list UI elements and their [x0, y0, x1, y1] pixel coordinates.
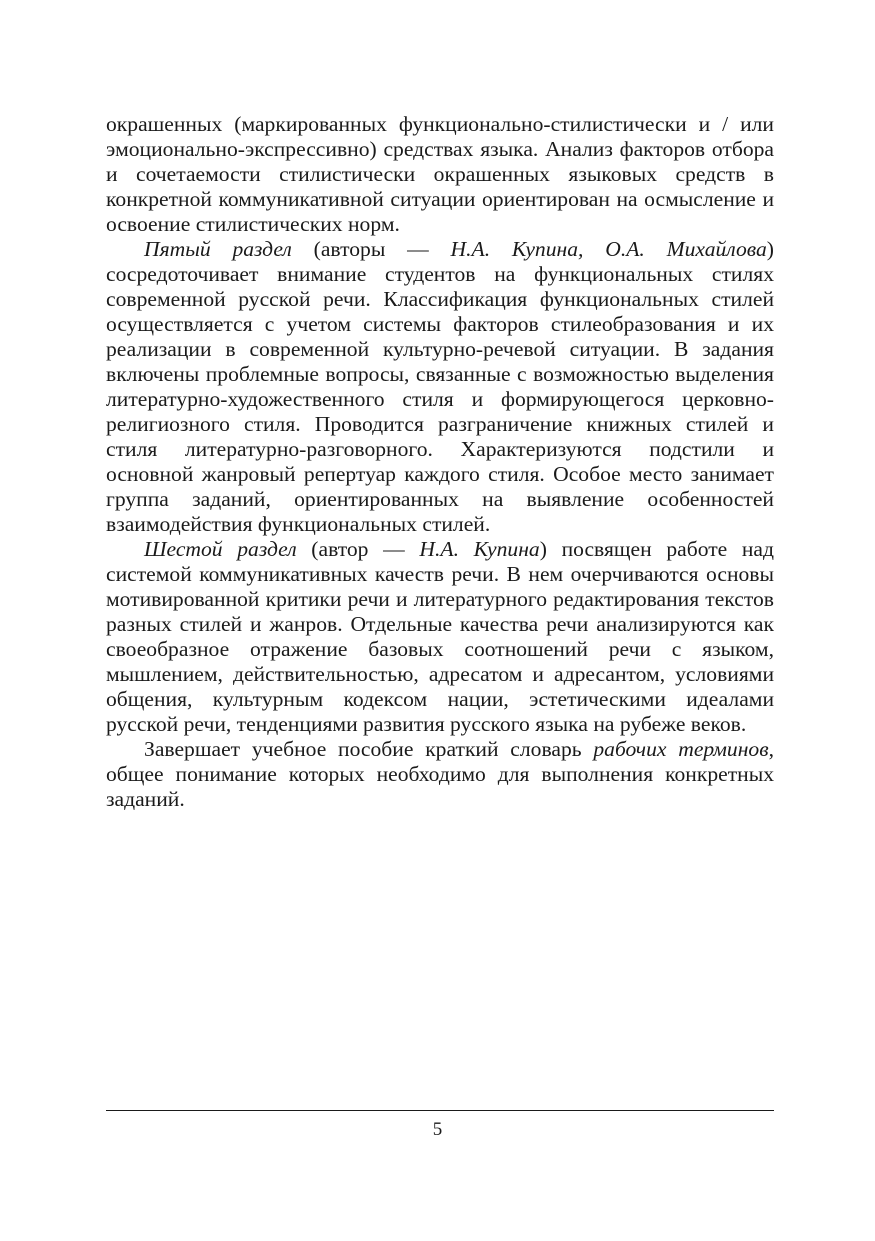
section-six-author: Н.А. Купина	[419, 537, 540, 561]
paragraph-text: окрашенных (маркированных функционально-стилистически и / или эмоционально-экспрессивно) средствах языка. Анализ факторов отбора и сочетаемости стилистически окрашенных языковых средств в конкретной коммуникативной ситуации ориентирован на осмысление и освоение стилистических норм.	[106, 112, 774, 236]
page-number: 5	[432, 1119, 443, 1140]
paragraph-text: ) сосредоточивает внимание студентов на функциональных стилях современной русской речи. Классификация функциональных стилей осуществляется с учетом системы факторов стилеобразования и их реализации в современной культурно-речевой ситуации. В задания включены проблемные вопросы, связанные с возможностью выделения литературно-художественного стиля и формирующегося церковно-религиозного стиля. Проводится разграничение книжных стилей и стиля литературно-разговорного. Характеризуются подстили и основной жанровый репертуар каждого стиля. Особое место занимает группа заданий, ориентированных на выявление особенностей взаимодействия функциональных стилей.	[106, 237, 774, 536]
footer-divider	[106, 1110, 774, 1111]
paragraph-text: (авторы —	[291, 237, 451, 261]
section-five-authors: Н.А. Купина, О.А. Михайлова	[450, 237, 767, 261]
section-five-heading: Пятый раздел	[144, 237, 292, 261]
section-six-heading: Шестой раздел	[144, 537, 297, 561]
paragraph-text: Завершает учебное пособие краткий словарь	[144, 737, 594, 761]
paragraph-intro-continuation	[106, 112, 774, 237]
paragraph-section-six	[106, 537, 774, 737]
paragraph-text: , общее понимание которых необходимо для выполнения конкретных заданий.	[106, 737, 774, 811]
paragraph-text: ) посвящен работе над системой коммуникативных качеств речи. В нем очерчиваются основы мотивированной критики речи и литературного редактирования текстов разных стилей и жанров. Отдельные качества речи анализируются как своеобразное отражение базовых соотношений речи с языком, мышлением, действительностью, адресатом и адресантом, условиями общения, культурным кодексом нации, эстетическими идеалами русской речи, тенденциями развития русского языка на рубеже веков.	[106, 537, 775, 736]
page-body	[106, 112, 774, 812]
glossary-term: рабочих терминов	[593, 737, 769, 761]
paragraph-section-five	[106, 237, 774, 537]
paragraph-text: (автор —	[296, 537, 420, 561]
paragraph-glossary	[106, 737, 774, 812]
